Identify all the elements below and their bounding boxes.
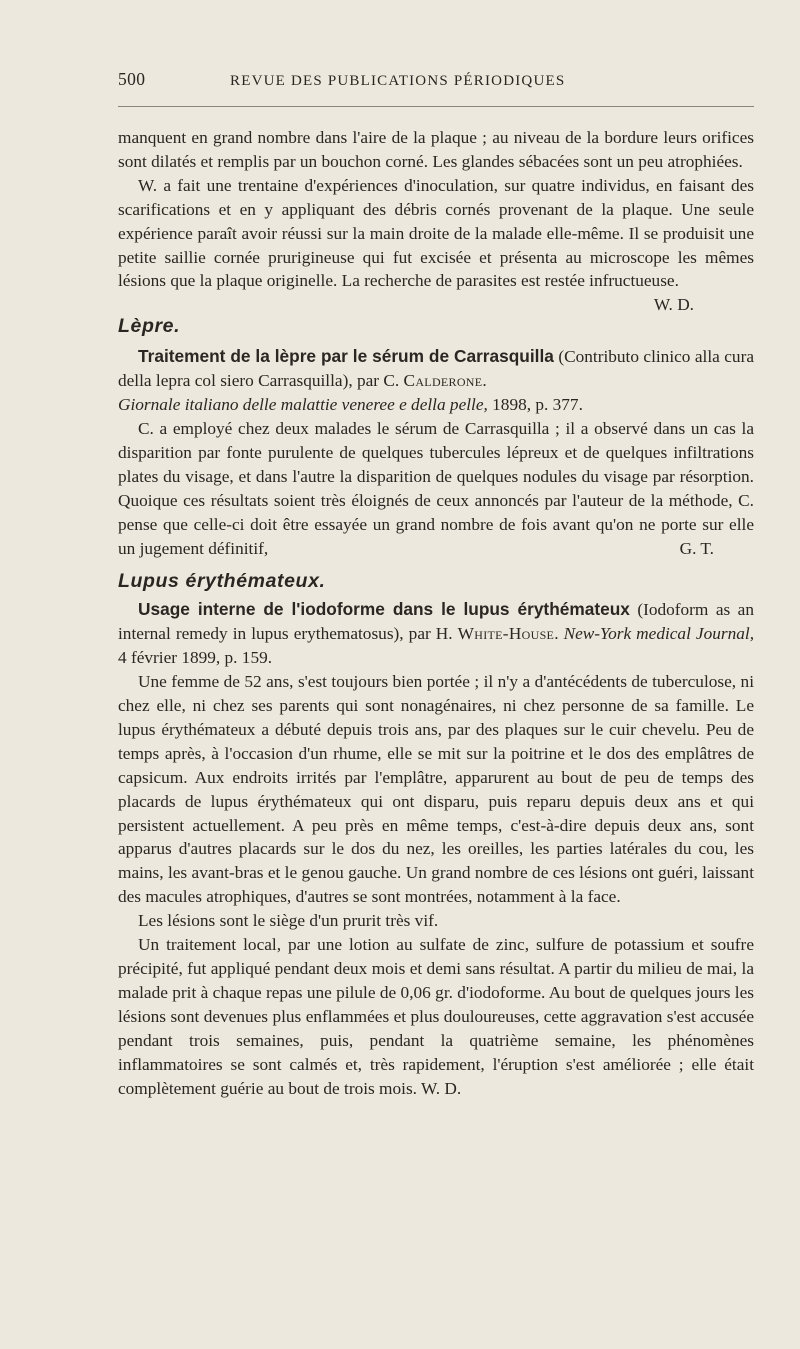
signature-wd-1: W. D.: [653, 295, 694, 315]
page-number: 500: [118, 69, 146, 89]
journal-name-lupus: New-York medical Journal,: [563, 624, 755, 644]
journal-name-lepre: Giornale italiano delle malattie veneree e della pelle,: [118, 395, 488, 415]
journal-date-lupus: 4 février 1899, p. 159.: [118, 648, 273, 668]
article-reference-lupus: [118, 598, 754, 670]
article-author-lepre: Calderone: [403, 371, 483, 391]
lupus-treatment-paragraph: [118, 933, 754, 1100]
header-rule: [118, 106, 754, 107]
article-ref-text-lepre: (Contributo clinico alla cura della lepra col siero Carrasquilla), par C.: [118, 347, 754, 391]
journal-year-lepre: 1898, p. 377.: [487, 395, 583, 415]
inoculation-paragraph: W. a fait une trentaine d'expériences d'inoculation, sur quatre individus, en faisant des scarifications et en y appliquant des débris cornés provenant de la plaque. Une seule expérience paraît avoir réussi sur la main droite de la malade elle-même. Il se produisit une petite saillie cornée prurigineuse qui fut excisée et présenta au microscope les mêmes lésions que la plaque originelle. La recherche de parasites est restée infructueuse.: [118, 175, 754, 291]
section-heading-lepre: Lèpre.: [118, 315, 181, 338]
article-ref-end-lupus: .: [554, 624, 564, 644]
article-title-lupus: Usage interne de l'iodoforme dans le lupus érythémateux: [138, 599, 630, 620]
article-ref-end-lepre: .: [482, 371, 487, 391]
running-header: [118, 68, 754, 94]
lupus-pruritus-paragraph: Les lésions sont le siège d'un prurit très vif.: [138, 911, 439, 931]
lupus-case-paragraph: Une femme de 52 ans, s'est toujours bien portée ; il n'y a d'antécédents de tuberculose, ni chez elle, ni chez ses parents qui sont nonagénaires, ni chez personne de sa famille. Le lupus érythémateux a débuté depuis trois ans, par des plaques sur le cuir chevelu. Peu de temps après, à l'occasion d'un rhume, elle se mit sur la poitrine et le dos des emplâtres de capsicum. Aux endroits irrités par l'emplâtre, apparurent au bout de peu de temps des placards de lupus érythémateux qui ont disparu, puis reparu depuis deux ans et qui persistent actuellement. A peu près en même temps, c'est-à-dire depuis deux ans, sont apparus d'autres placards sur le dos du nez, les oreilles, les parties latérales du cou, les mains, les avant-bras et le genou gauche. Un grand nombre de ces lésions ont guéri, laissant des macules atrophiques, d'autres se sont montrées, notamment à la face.: [118, 672, 754, 907]
lepre-body-text: C. a employé chez deux malades le sérum de Carrasquilla ; il a observé dans un cas la disparition par fonte purulente de quelques tubercules lépreux et de quelques infiltrations plates du visage, et dans l'autre la disparition de quelques nodules du visage par résorption. Quoique ces résultats soient très éloignés de ceux annoncés par l'auteur de la méthode, C. pense que celle-ci doit être essayée un grand nombre de fois avant qu'on ne porte sur elle un jugement définitif,: [118, 418, 754, 558]
section-heading-lupus: Lupus érythémateux.: [118, 570, 326, 593]
journal-page: [118, 68, 754, 1100]
article-author-lupus: White-House: [457, 624, 555, 644]
running-title: REVUE DES PUBLICATIONS PÉRIODIQUES: [230, 73, 566, 89]
article-ref-text-lupus: (Iodoform as an internal remedy in lupus erythematosus), par H.: [118, 600, 754, 644]
lepre-body: [118, 417, 754, 560]
signature-gt: G. T.: [679, 538, 714, 558]
signature-wd-2: W. D.: [421, 1078, 462, 1098]
article-reference-lepre: [118, 345, 754, 417]
article-title-lepre: Traitement de la lèpre par le sérum de Carrasquilla: [138, 346, 554, 367]
continued-paragraph: manquent en grand nombre dans l'aire de la plaque ; au niveau de la bordure leurs orifices sont dilatés et remplis par un bouchon corné. Les glandes sébacées sont un peu atrophiées.: [118, 128, 754, 171]
lupus-treatment-text: Un traitement local, par une lotion au sulfate de zinc, sulfure de potassium et soufre précipité, fut appliqué pendant deux mois et demi sans résultat. A partir du milieu de mai, la malade prit à chaque repas une pilule de 0,06 gr. d'iodoforme. Au bout de quelques jours les lésions sont devenues plus enflammées et plus douloureuses, cette aggravation s'est accusée pendant trois semaines, puis, pendant la quatrième semaine, les phénomènes inflammatoires se sont calmés et, très rapidement, l'éruption s'est améliorée ; elle était complètement guérie au bout de trois mois.: [118, 935, 754, 1098]
